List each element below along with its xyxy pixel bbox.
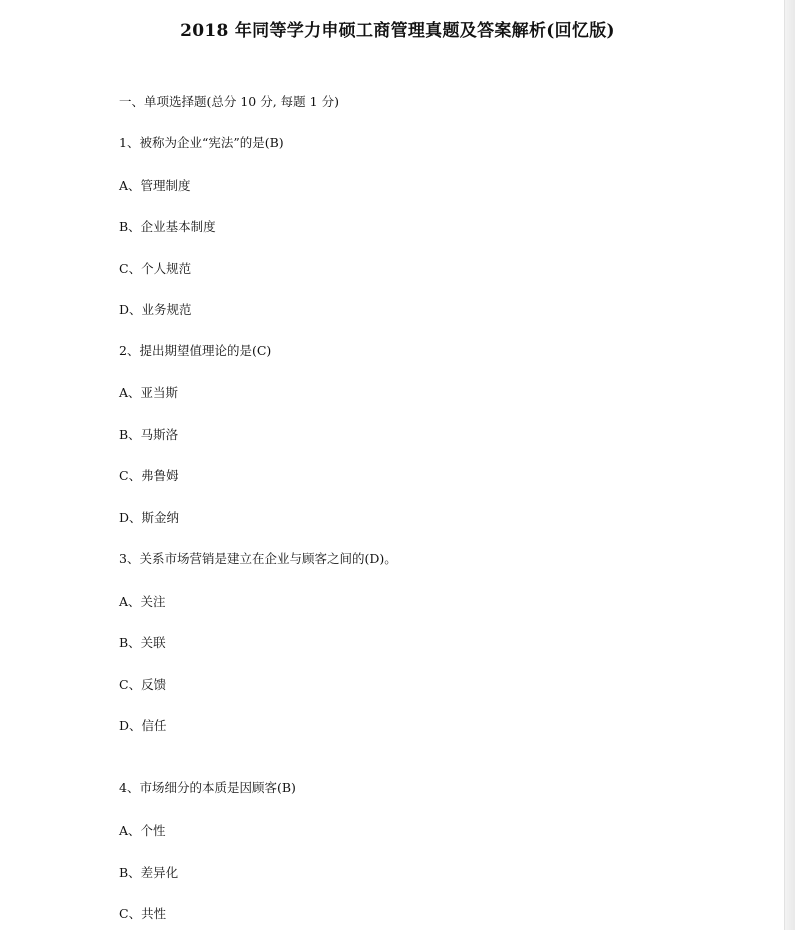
question-stem-2: 2、提出期望值理论的是(C) — [119, 343, 272, 358]
question-4-option-a: A、个性 — [119, 823, 166, 838]
page-edge — [784, 0, 795, 930]
question-1-option-c: C、个人规范 — [119, 261, 192, 276]
question-3-option-c: C、反馈 — [119, 677, 167, 692]
question-2-option-a: A、亚当斯 — [119, 385, 179, 400]
question-3-option-b: B、关联 — [119, 635, 166, 650]
question-1-option-a: A、管理制度 — [119, 178, 191, 193]
question-4-option-c: C、共性 — [119, 906, 167, 921]
question-stem-3: 3、关系市场营销是建立在企业与顾客之间的(D)。 — [119, 551, 397, 566]
question-2-option-c: C、弗鲁姆 — [119, 468, 179, 483]
question-1-option-b: B、企业基本制度 — [119, 219, 216, 234]
question-stem-1: 1、被称为企业“宪法”的是(B) — [119, 135, 284, 150]
section-heading: 一、单项选择题(总分 10 分, 每题 1 分) — [119, 94, 339, 109]
question-3-option-d: D、信任 — [119, 718, 167, 733]
question-3-option-a: A、关注 — [119, 594, 166, 609]
question-stem-4: 4、市场细分的本质是因顾客(B) — [119, 780, 296, 795]
question-4-option-b: B、差异化 — [119, 865, 179, 880]
question-2-option-d: D、斯金纳 — [119, 510, 180, 525]
question-2-option-b: B、马斯洛 — [119, 427, 179, 442]
document-title: 2018 年同等学力申硕工商管理真题及答案解析(回忆版) — [180, 21, 615, 41]
question-1-option-d: D、业务规范 — [119, 302, 192, 317]
